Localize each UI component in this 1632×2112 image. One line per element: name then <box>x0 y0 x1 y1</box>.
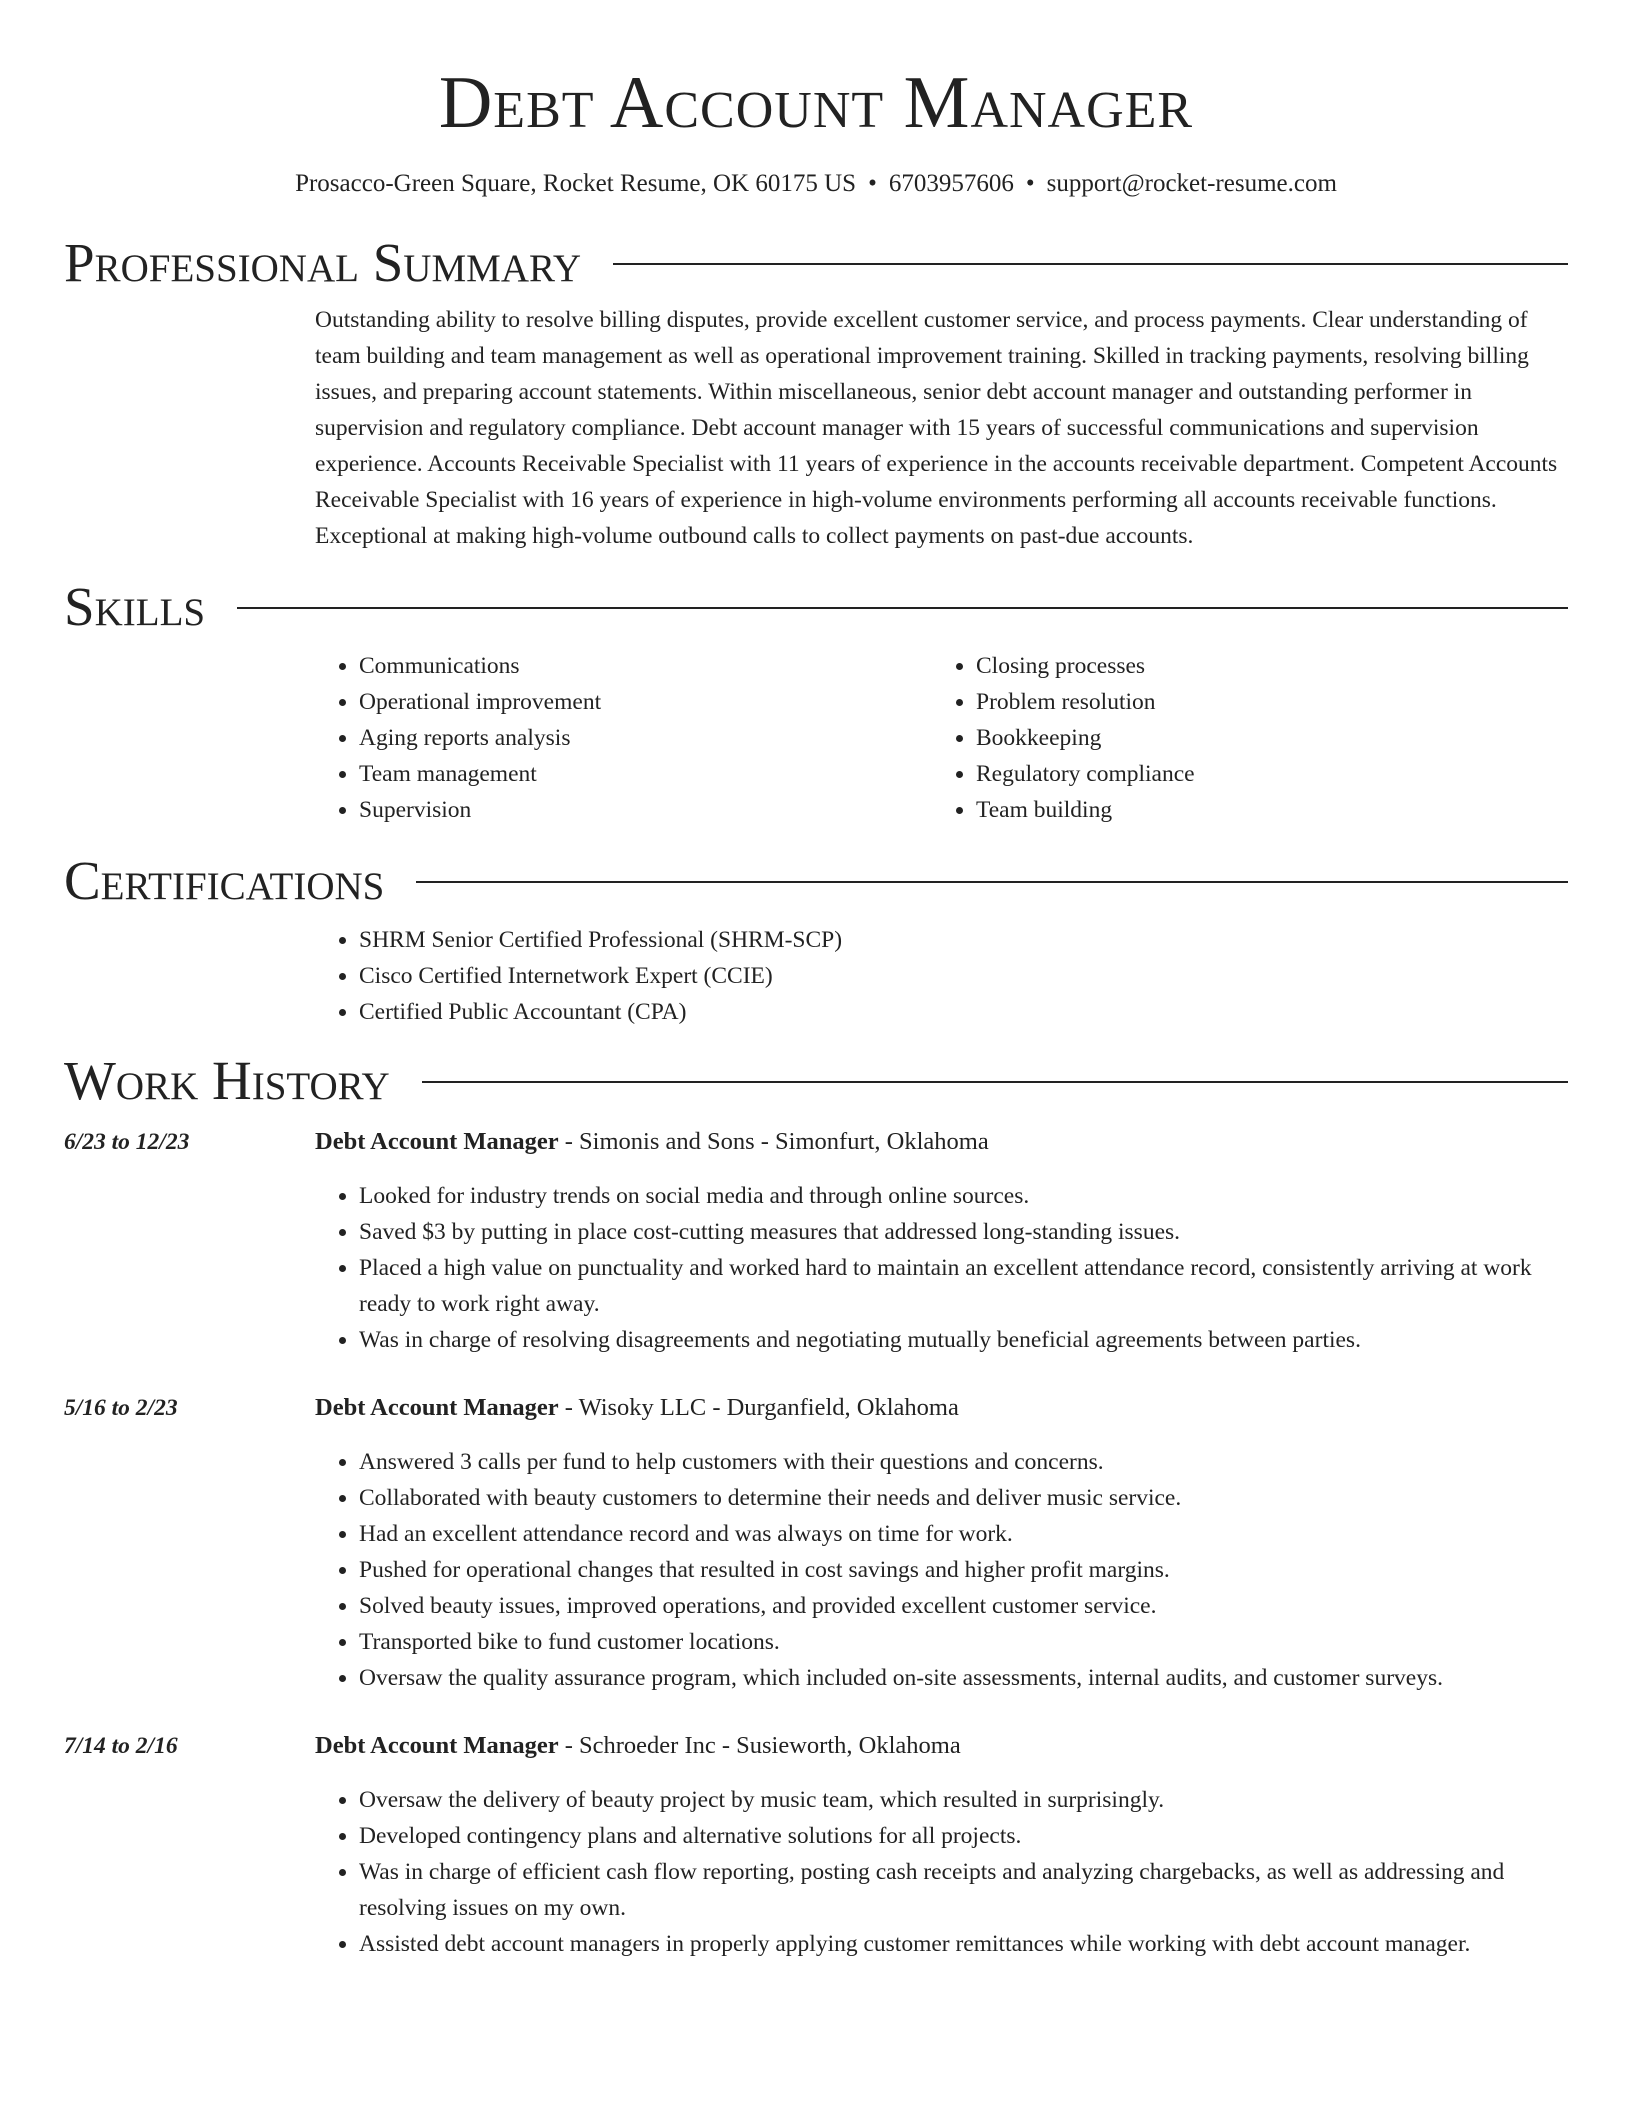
skill-item: • Team management <box>359 756 932 792</box>
job-bullet: • Assisted debt account managers in properly applying customer remittances while working with debt account manager. <box>359 1926 1568 1962</box>
skills-heading: Skills <box>64 576 206 637</box>
job-bullet: • Oversaw the delivery of beauty project by music team, which resulted in surprisingly. <box>359 1782 1568 1818</box>
work-history-heading: Work History <box>64 1050 390 1111</box>
skills-body <box>315 648 1568 828</box>
certification-item: • Cisco Certified Internetwork Expert (CCIE) <box>359 958 1568 994</box>
job-header <box>315 1728 1568 1764</box>
skills-column-right <box>932 648 1549 828</box>
skill-item: • Communications <box>359 648 932 684</box>
summary-section <box>64 232 1568 554</box>
section-divider <box>416 881 1568 883</box>
resume-page <box>64 0 1568 1962</box>
skills-header <box>64 576 1568 638</box>
work-history-section <box>64 1050 1568 1962</box>
job-bullet: • Was in charge of resolving disagreements and negotiating mutually beneficial agreements between parties. <box>359 1322 1568 1358</box>
contact-separator: • <box>868 170 877 197</box>
job-dates: 5/16 to 2/23 <box>64 1395 178 1421</box>
skills-column-left <box>315 648 932 828</box>
job-entry <box>64 1124 1568 1358</box>
job-bullet: • Solved beauty issues, improved operations, and provided excellent customer service. <box>359 1588 1568 1624</box>
skill-item: • Supervision <box>359 792 932 828</box>
contact-address: Prosacco-Green Square, Rocket Resume, OK 60175 US <box>295 170 857 197</box>
contact-email: support@rocket-resume.com <box>1046 170 1337 197</box>
section-divider <box>613 263 1568 265</box>
certification-item: • Certified Public Accountant (CPA) <box>359 994 1568 1030</box>
certifications-header <box>64 850 1568 912</box>
candidate-name: Debt Account Manager <box>438 62 1194 144</box>
job-entry <box>64 1390 1568 1696</box>
job-bullet: • Oversaw the quality assurance program, which included on-site assessments, internal audits, and customer surveys. <box>359 1660 1568 1696</box>
job-bullets <box>315 1444 1568 1696</box>
job-bullet: • Answered 3 calls per fund to help customers with their questions and concerns. <box>359 1444 1568 1480</box>
job-title: Debt Account Manager <box>315 1732 559 1759</box>
job-bullet: • Placed a high value on punctuality and worked hard to maintain an excellent attendance record, consistently arriving at work ready to work right away. <box>359 1250 1568 1322</box>
job-employer-location: - Simonis and Sons - Simonfurt, Oklahoma <box>558 1128 989 1155</box>
summary-header <box>64 232 1568 294</box>
contact-separator: • <box>1025 170 1035 197</box>
work-history-header <box>64 1050 1568 1112</box>
job-bullet: • Had an excellent attendance record and was always on time for work. <box>359 1516 1568 1552</box>
job-header <box>315 1390 1568 1426</box>
skill-item: • Problem resolution <box>976 684 1549 720</box>
job-bullets <box>315 1178 1568 1358</box>
job-bullet: • Transported bike to fund customer locations. <box>359 1624 1568 1660</box>
skills-section <box>64 576 1568 828</box>
job-bullet: • Pushed for operational changes that resulted in cost savings and higher profit margins. <box>359 1552 1568 1588</box>
job-content <box>315 1728 1568 1962</box>
job-bullet: • Looked for industry trends on social media and through online sources. <box>359 1178 1568 1214</box>
skill-item: • Team building <box>976 792 1549 828</box>
skill-item: • Bookkeeping <box>976 720 1549 756</box>
section-divider <box>237 607 1568 609</box>
certifications-section <box>64 850 1568 1030</box>
skill-item: • Operational improvement <box>359 684 932 720</box>
skill-item: • Aging reports analysis <box>359 720 932 756</box>
skill-item: • Closing processes <box>976 648 1549 684</box>
job-bullet: • Was in charge of efficient cash flow reporting, posting cash receipts and analyzing chargebacks, as well as addressing and resolving issues on my own. <box>359 1854 1568 1926</box>
job-bullet: • Developed contingency plans and alternative solutions for all projects. <box>359 1818 1568 1854</box>
job-title: Debt Account Manager <box>315 1128 559 1155</box>
section-divider <box>422 1081 1568 1083</box>
job-header <box>315 1124 1568 1160</box>
job-bullet: • Collaborated with beauty customers to determine their needs and deliver music service. <box>359 1480 1568 1516</box>
job-employer-location: - Wisoky LLC - Durganfield, Oklahoma <box>558 1394 959 1421</box>
job-content <box>315 1124 1568 1358</box>
certifications-body <box>315 922 1568 1030</box>
contact-phone: 6703957606 <box>888 170 1014 197</box>
job-bullets <box>315 1782 1568 1962</box>
summary-heading: Professional Summary <box>64 232 582 293</box>
certification-item: • SHRM Senior Certified Professional (SHRM-SCP) <box>359 922 1568 958</box>
job-entry <box>64 1728 1568 1962</box>
certifications-heading: Certifications <box>64 850 385 911</box>
job-dates: 6/23 to 12/23 <box>64 1129 190 1155</box>
job-content <box>315 1390 1568 1696</box>
job-dates: 7/14 to 2/16 <box>64 1733 178 1759</box>
summary-body <box>315 302 1568 554</box>
job-title: Debt Account Manager <box>315 1394 559 1421</box>
skill-item: • Regulatory compliance <box>976 756 1549 792</box>
job-bullet: • Saved $3 by putting in place cost-cutting measures that addressed long-standing issues. <box>359 1214 1568 1250</box>
contact-line <box>64 168 1568 200</box>
job-employer-location: - Schroeder Inc - Susieworth, Oklahoma <box>558 1732 961 1759</box>
summary-text: Outstanding ability to resolve billing disputes, provide excellent customer service, and process payments. Clear understanding of team building and team management as well as operational improvement training. Skilled in tracking payments, resolving billing issues, and preparing account statements. Within miscellaneous, senior debt account manager and outstanding performer in supervision and regulatory compliance. Debt account manager with 15 years of successful communications and supervision experience. Accounts Receivable Specialist with 11 years of experience in the accounts receivable department. Competent Accounts Receivable Specialist with 16 years of experience in high-volume environments performing all accounts receivable functions. Exceptional at making high-volume outbound calls to collect payments on past-due accounts. <box>315 307 1558 549</box>
